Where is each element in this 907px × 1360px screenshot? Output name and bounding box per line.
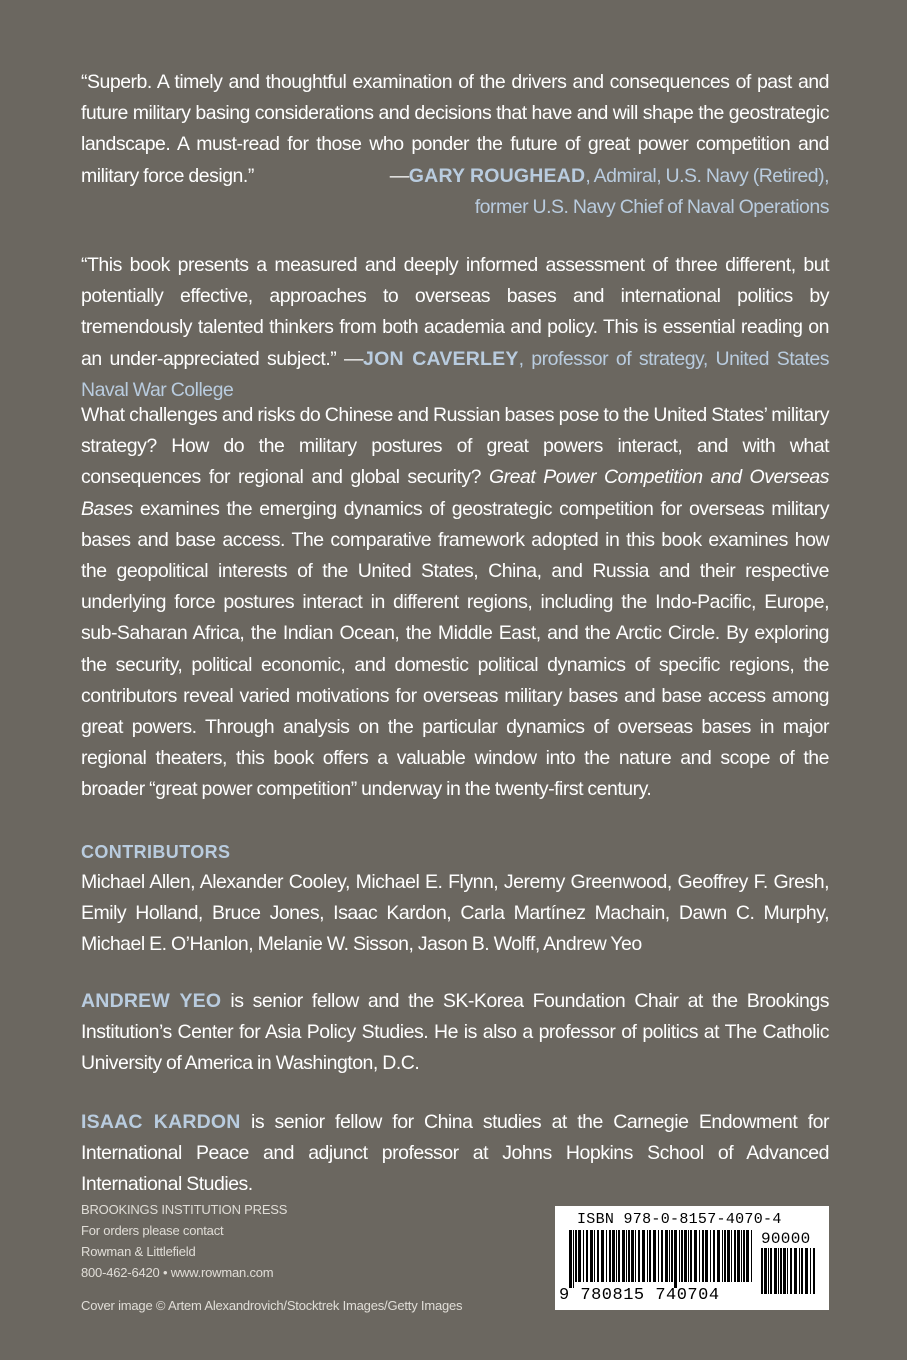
barcode-bar — [734, 1230, 736, 1282]
barcode-bar — [649, 1230, 651, 1282]
barcode-bar — [601, 1230, 604, 1282]
bio-text: is senior fellow for China studies at the Carnegie Endowment for International Peace and adjunct professor at Johns Hopkins School of Advanced International Studies. — [81, 1111, 829, 1196]
barcode-bar — [671, 1230, 673, 1282]
barcode-bar — [597, 1230, 599, 1282]
book-description: What challenges and risks do Chinese and Russian bases pose to the United States’ military strategy? How do the military postures of great powers interact, and with what consequences for regional and global security? Great Power Competition and Overseas Bases examines the emerging dynamics of geostrategic competition for overseas military bases and base access. The comparative framework adopted in this book examines how the geopolitical interests of the United States, China, and Russia and their respective underlying force postures interact in different regions, including the Indo-Pacific, Europe, sub-Saharan Africa, the Indian Ocean, the Middle East, and the Arctic Circle. By exploring the security, political economic, and domestic political dynamics of specific regions, the contributors reveal varied motivations for overseas military bases and base access among great powers. Through analysis on the particular dynamics of overseas bases in major regional theaters, this book offers a valuable window into the nature and scope of the broader “great power competition” underway in the twenty-first century. — [81, 404, 830, 801]
barcode-bar — [626, 1230, 627, 1282]
barcode-bar — [638, 1230, 640, 1282]
barcode-bar — [783, 1248, 786, 1294]
barcode-bar — [594, 1230, 595, 1282]
barcode-bar — [741, 1230, 742, 1282]
barcode-bar — [618, 1230, 620, 1282]
ean-barcode-bars — [569, 1230, 755, 1288]
publisher-name: BROOKINGS INSTITUTION PRESS — [81, 1202, 288, 1217]
bio-andrew-yeo — [81, 986, 829, 1080]
barcode-bar — [681, 1230, 683, 1282]
barcode-bar — [724, 1230, 726, 1282]
barcode-bar — [787, 1248, 788, 1294]
barcode-bar — [583, 1230, 584, 1282]
isbn-digits: 9 780815 740704 — [559, 1286, 720, 1305]
barcode-bar — [761, 1248, 763, 1294]
barcode-bar — [690, 1230, 692, 1282]
barcode-bar — [684, 1230, 687, 1282]
contributors-list: Michael Allen, Alexander Cooley, Michael E. Flynn, Jeremy Greenwood, Geoffrey F. Gresh, Emily Holland, Bruce Jones, Isaac Kardon, Carla Martínez Machain, Dawn C. Murphy, Michael E. O’Hanlon, Melanie W. Sisson, Jason B. Wolff, Andrew Yeo — [81, 871, 829, 956]
barcode-bar — [768, 1248, 769, 1294]
isbn-label: ISBN 978-0-8157-4070-4 — [577, 1211, 782, 1228]
blurb-author-name: GARY ROUGHEAD — [408, 164, 586, 187]
barcode-bar — [699, 1230, 700, 1282]
barcode-bar — [635, 1230, 636, 1282]
barcode-bar — [578, 1230, 581, 1282]
barcode-bar — [731, 1230, 732, 1282]
barcode-bar — [813, 1248, 815, 1294]
price-barcode-bars — [761, 1248, 817, 1300]
cover-image-credit: Cover image © Artem Alexandrovich/Stocktrek Images/Getty Images — [81, 1298, 463, 1313]
price-code: 90000 — [761, 1230, 811, 1248]
barcode-bar — [694, 1230, 697, 1282]
blurb-attribution: —GARY ROUGHEAD, Admiral, U.S. Navy (Retired), — [389, 164, 829, 187]
blurb-author-role: , professor of strategy, United States Naval War College — [81, 347, 829, 401]
barcode-bar — [780, 1248, 782, 1294]
barcode-bar — [616, 1230, 617, 1282]
barcode-bar — [705, 1230, 708, 1282]
barcode-bar — [710, 1230, 711, 1282]
barcode-bar — [628, 1230, 630, 1282]
bio-text: is senior fellow and the SK-Korea Foundation Chair at the Brookings Institution’s Center for Asia Policy Studies. He is also a professor of politics at The Catholic University of America in Washington, D.C. — [81, 990, 829, 1075]
blurb-quote: “Superb. A timely and thoughtful examination of the drivers and consequences of past and future military basing considerations and decisions that have and will shape the geostrategic landscape. A must-read for those who ponder the future of great power competition and military force design.” — [81, 71, 829, 187]
barcode-bar — [713, 1230, 715, 1282]
barcode-bar — [569, 1230, 572, 1288]
bio-name: ISAAC KARDON — [81, 1111, 241, 1133]
barcode-bar — [679, 1230, 680, 1282]
bio-isaac-kardon — [81, 1107, 829, 1201]
blurb-author-title: former U.S. Navy Chief of Naval Operations — [474, 195, 829, 218]
barcode-bar — [661, 1230, 663, 1282]
barcode-bar — [799, 1248, 800, 1294]
publisher-info: BROOKINGS INSTITUTION PRESS For orders please contact Rowman & Littlefield 800-462-6420 • www.rowman.com — [81, 1199, 287, 1283]
barcode-bar — [737, 1230, 740, 1282]
blurb-author-role: , Admiral, U.S. Navy (Retired), — [585, 164, 829, 187]
barcode-bar — [774, 1248, 777, 1294]
book-title: Great Power Competition and Overseas Bases — [81, 466, 830, 520]
barcode-bar — [727, 1230, 730, 1282]
blurb-jon-caverley: “This book presents a measured and deeply informed assessment of three different, but potentially effective, approaches to overseas bases and international politics by tremendously talented thinkers from both academia and policy. This is essential reading on an under-appreciated subject.” —JON CAVERLEY, professor of strategy, United States Naval War College — [81, 254, 829, 401]
blurb-gary-roughead — [81, 67, 829, 223]
barcode-bar — [642, 1230, 645, 1282]
barcode-bar — [612, 1230, 615, 1282]
barcode-bar — [717, 1230, 720, 1282]
barcode-bar — [722, 1230, 723, 1282]
publisher-contact: 800-462-6420 • www.rowman.com — [81, 1265, 274, 1280]
barcode-bar — [794, 1248, 797, 1294]
barcode-bar — [586, 1230, 588, 1282]
barcode-bar — [746, 1230, 749, 1282]
contributors-heading: CONTRIBUTORS — [81, 842, 231, 862]
barcode-bar — [665, 1230, 668, 1282]
barcode-bar — [653, 1230, 656, 1282]
barcode-bar — [674, 1230, 677, 1288]
blurb-quote: “This book presents a measured and deeply informed assessment of three different, but potentially effective, approaches to overseas bases and international politics by tremendously talented thinkers from both academia and policy. This is essential reading on an under-appreciated subject.” — [81, 254, 829, 370]
barcode-bar — [622, 1230, 625, 1282]
barcode-bar — [609, 1230, 611, 1282]
barcode-bar — [631, 1230, 634, 1282]
bio-name: ANDREW YEO — [81, 990, 222, 1012]
barcode-bar — [573, 1230, 574, 1288]
barcode-bar — [575, 1230, 577, 1282]
barcode-bar — [801, 1248, 803, 1294]
barcode-bar — [764, 1248, 767, 1294]
barcode-bar — [770, 1248, 772, 1294]
barcode-bar — [606, 1230, 607, 1282]
barcode-bar — [590, 1230, 593, 1282]
barcode-bar — [778, 1248, 779, 1294]
barcode-bar — [647, 1230, 648, 1282]
contributors-section — [81, 839, 829, 961]
barcode-bar — [658, 1230, 659, 1282]
barcode-bar — [688, 1230, 689, 1282]
barcode-bar — [751, 1230, 752, 1282]
barcode-bar — [810, 1248, 811, 1294]
barcode-bar — [790, 1248, 792, 1294]
isbn-barcode — [555, 1206, 829, 1310]
barcode-bar — [805, 1248, 808, 1294]
barcode-bar — [743, 1230, 745, 1282]
barcode-bar — [669, 1230, 670, 1282]
barcode-bar — [702, 1230, 704, 1282]
blurb-author-name: JON CAVERLEY — [363, 347, 519, 370]
